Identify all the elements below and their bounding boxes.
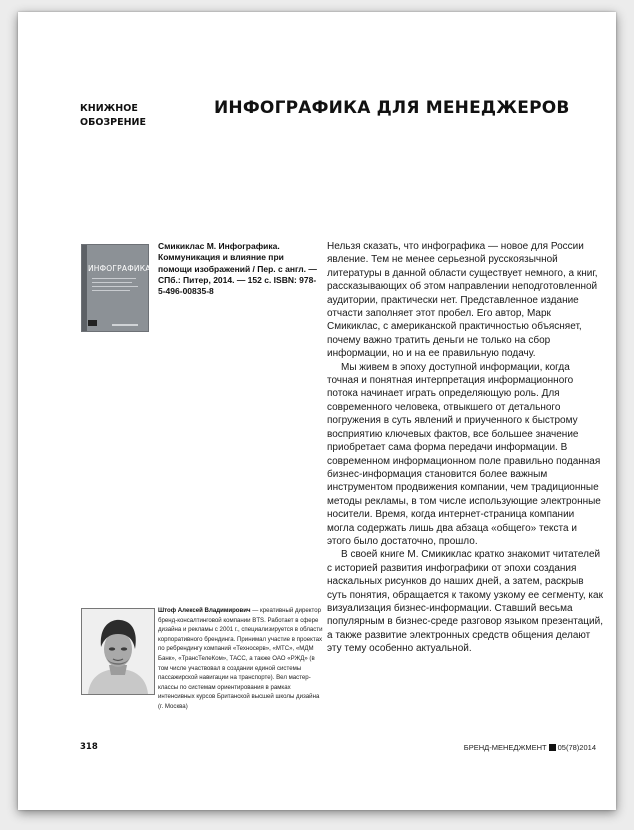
section-label-line-2: ОБОЗРЕНИЕ: [80, 117, 146, 128]
article-paragraph: Мы живем в эпоху доступной информации, когда точная и понятная интерпретация информационного потока начинает играть определяющую роль. Для современного человека, отвыкшего от детального погружения в суть явлений и приученного к быстрому восприятию ключевых фактов, все большее значение приобретает сама форма передачи информации. В современном информационном поле правильно поданная бизнес-информация становится более важным инструментом продвижения компании, чем традиционные методы рекламы, в том числе использующие электронные носители. Время, когда интернет-страница компании могла содержать лишь два абзаца «общего» текста и этого было достаточно, прошло.: [327, 361, 601, 547]
author-portrait-icon: [82, 609, 154, 694]
page-number: 318: [80, 742, 98, 752]
book-cover-publisher-mark: [88, 320, 97, 326]
section-label-line-1: КНИЖНОЕ: [80, 103, 138, 114]
footer-magazine: [464, 743, 596, 752]
magazine-page: [18, 12, 616, 810]
section-label: [80, 102, 180, 130]
page-title: ИНФОГРАФИКА ДЛЯ МЕНЕДЖЕРОВ: [214, 98, 570, 118]
book-cover-publisher-text: [112, 324, 138, 326]
author-bio: [158, 606, 324, 712]
footer-issue: 05(78)2014: [557, 743, 596, 752]
book-cover-title: ИНФОГРАФИКА: [88, 264, 151, 273]
book-reference: Смикиклас М. Инфографика. Коммуникация и влияние при помощи изображений / Пер. с англ. — СПб.: Питер, 2014. — 152 с. ISBN: 978-5-496-00835-8: [158, 241, 317, 297]
book-cover-line: [92, 290, 130, 291]
book-cover-image: [81, 244, 149, 332]
author-photo: [81, 608, 155, 695]
footer-magazine-name: БРЕНД-МЕНЕДЖМЕНТ: [463, 743, 547, 752]
author-bio-text: — креативный директор бренд-консалтинговой компании BTS. Работает в сфере дизайна и рекламы с 2001 г., специализируется в области корпоративного брендинга. Принимал участие в проектах по ребрендингу компаний «Техносерв», «МТС», «МДМ Банк», «ТрансТелеКом», ТАСС, а также ОАО «РЖД» (в том числе участвовал в создании единой системы пассажирской навигации на транспорте). Вел мастер-классы по системам ориентирования в рамках интенсивных курсов Британской высшей школы дизайна (г. Москва): [158, 607, 323, 710]
book-cover-line: [92, 278, 136, 279]
article-paragraph: Нельзя сказать, что инфографика — новое для России явление. Тем не менее серьезной русскоязычной литературы в данной области существует немного, а книг, рассказывающих об этом направлении неподготовленной аудитории, практически нет. Представленное издание отчасти заполняет этот пробел. Его автор, Марк Смикиклас, с американской практичностью объясняет, почему важно тратить деньги не только на сбор информации, но и на ее правильную подачу.: [327, 241, 598, 360]
square-separator-icon: [549, 744, 556, 751]
book-cover-line: [92, 282, 132, 283]
article-paragraph: В своей книге М. Смикиклас кратко знакомит читателей с историей развития инфографики от эпохи создания наскальных рисунков до наших дней, а затем, раскрыв суть понятия, обращается к такому узкому ее сегменту, как визуализация бизнес-информации. Ставший весьма популярным в бизнес-среде разговор языком презентаций, а также развитие электронных средств общения делают эту тему особенно актуальной.: [327, 549, 603, 655]
book-cover-line: [92, 286, 138, 287]
article-body: [327, 240, 603, 656]
book-cover-spine: [82, 245, 87, 331]
author-name: Штоф Алексей Владимирович: [158, 607, 251, 614]
